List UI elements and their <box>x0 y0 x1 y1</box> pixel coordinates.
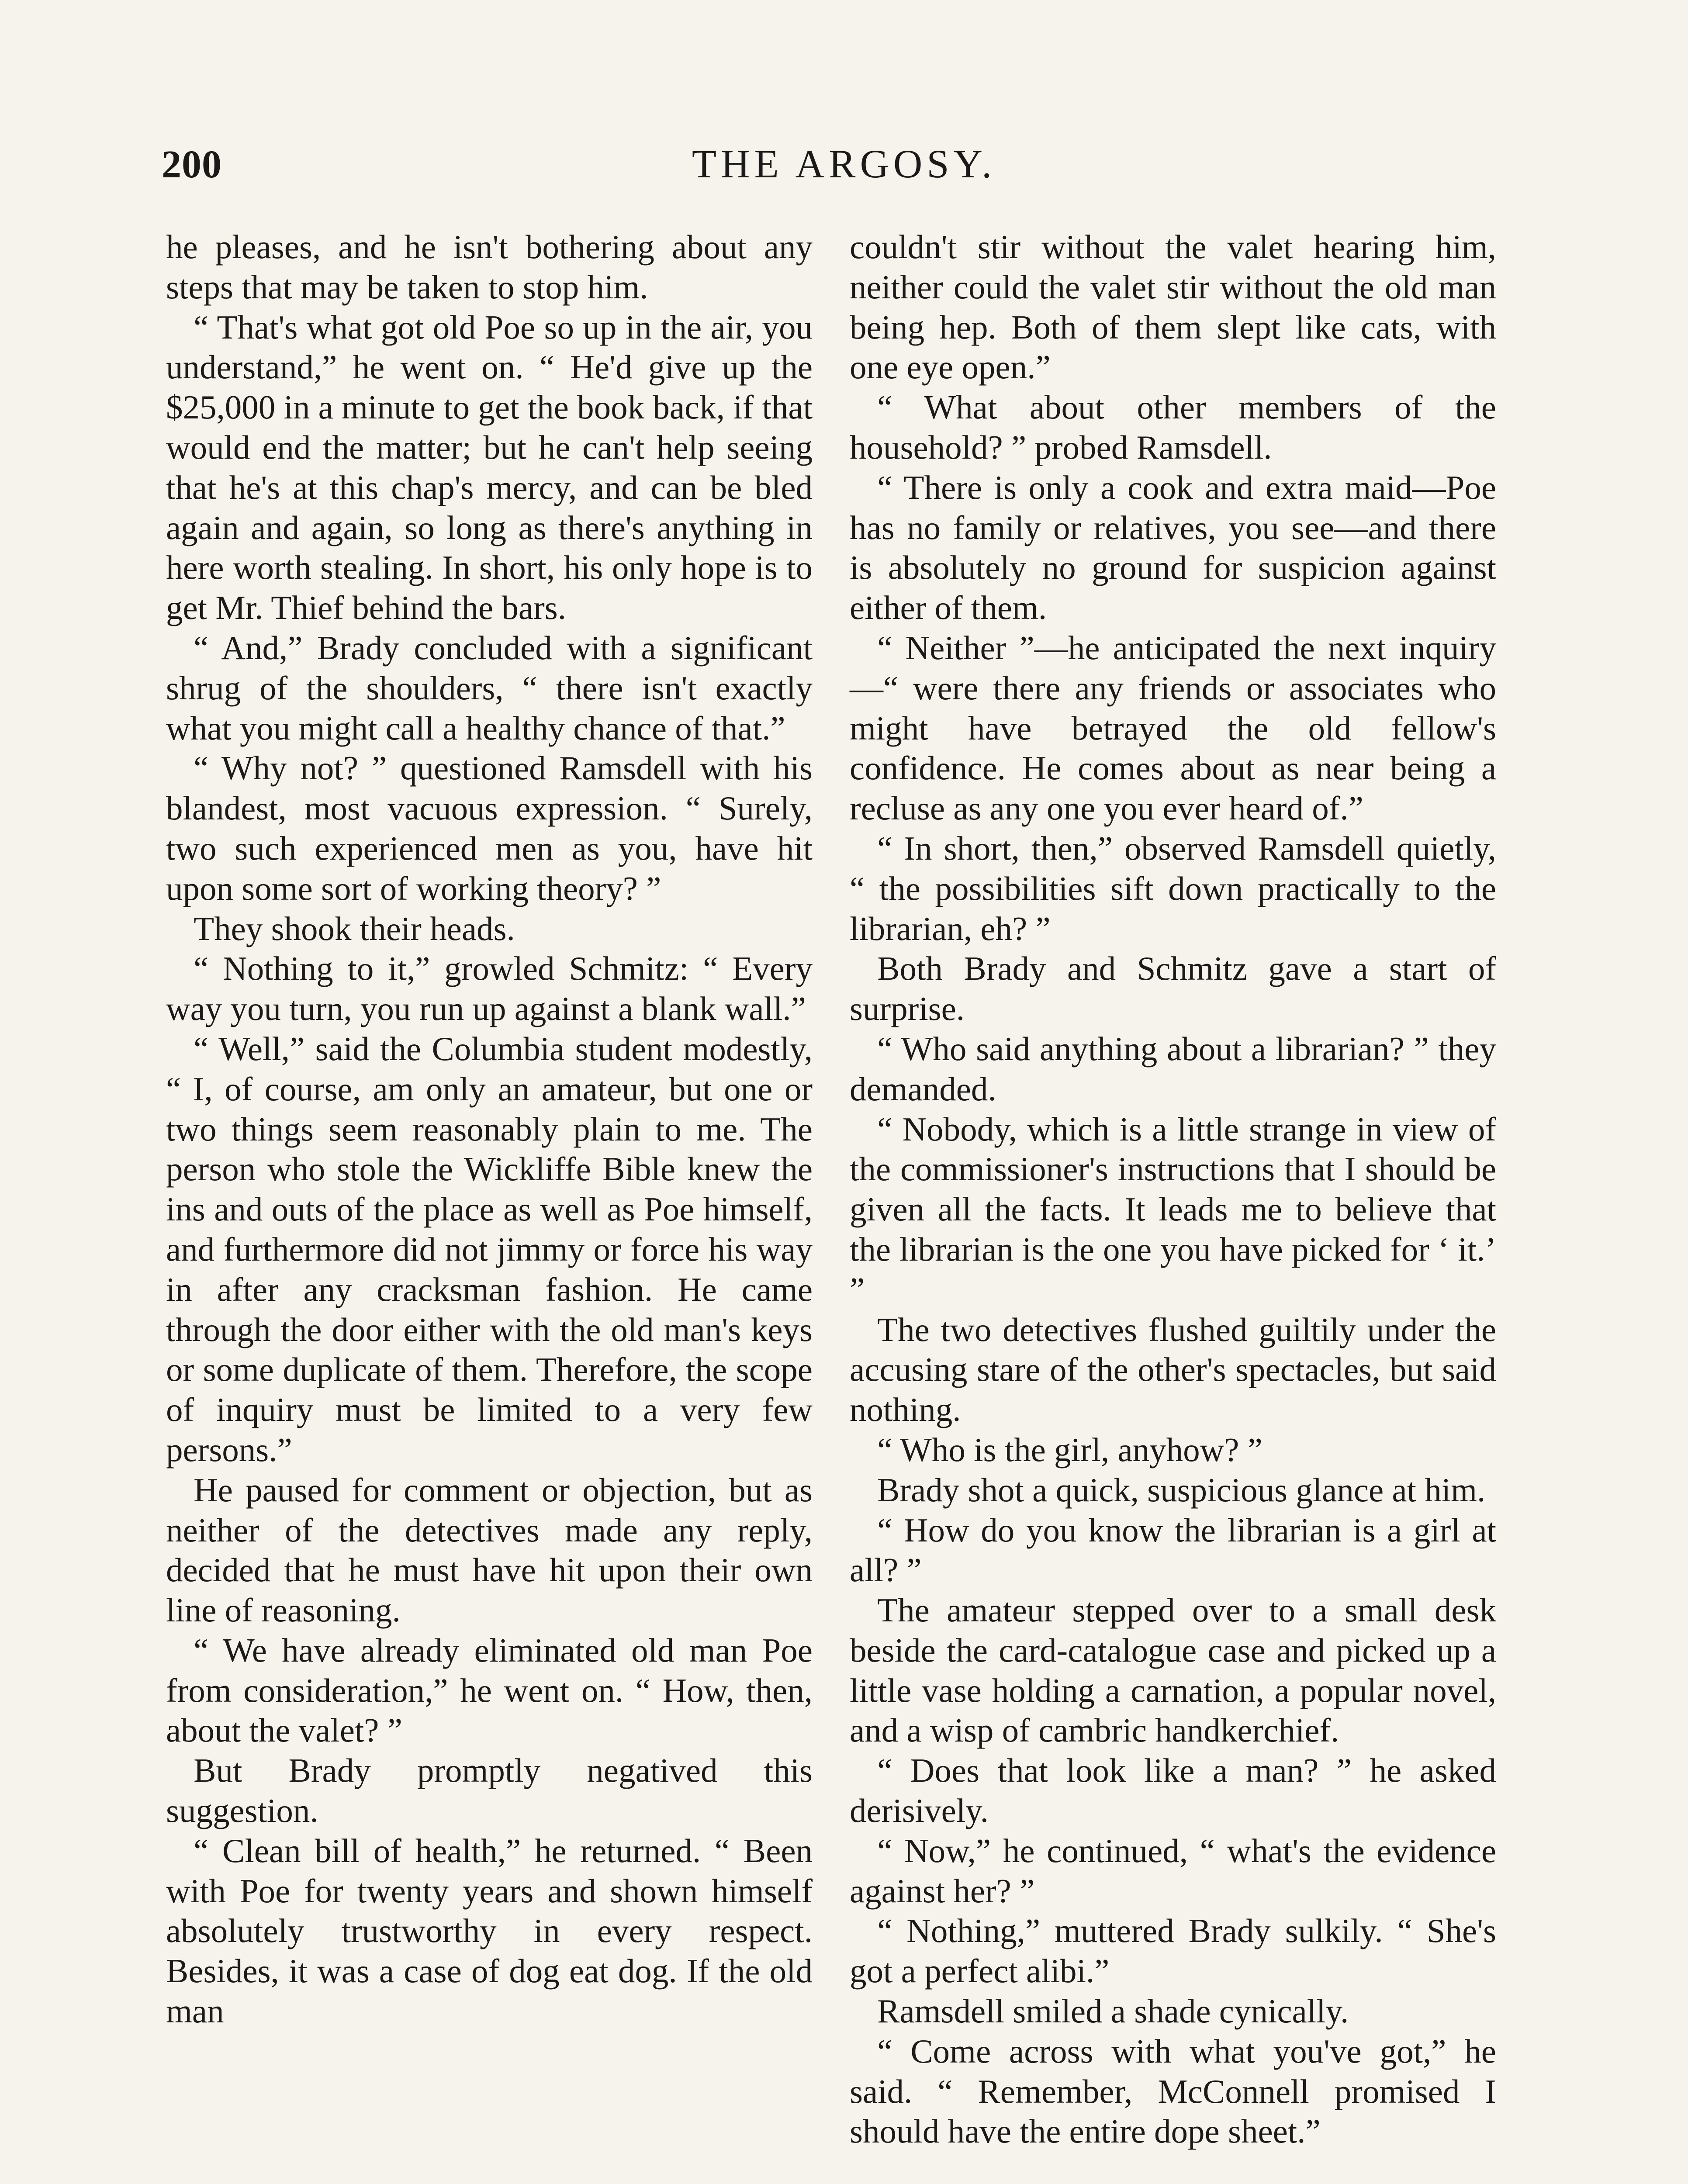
paragraph: But Brady promptly negatived this suggestion. <box>166 1752 813 1830</box>
paragraph: “ Who said anything about a librarian? ” they demanded. <box>850 1030 1496 1108</box>
paragraph: Both Brady and Schmitz gave a start of surprise. <box>850 950 1496 1028</box>
right-column <box>850 227 1496 2152</box>
paragraph: “ Now,” he continued, “ what's the evidence against her? ” <box>850 1832 1496 1910</box>
paragraph: “ Does that look like a man? ” he asked derisively. <box>850 1752 1496 1830</box>
paragraph: he pleases, and he isn't bothering about any steps that may be taken to stop him. <box>166 228 813 306</box>
paragraph: The two detectives flushed guiltily under the accusing stare of the other's spectacles, but said nothing. <box>850 1310 1496 1429</box>
paragraph: “ Why not? ” questioned Ramsdell with his blandest, most vacuous expression. “ Surely, two such experienced men as you, have hit upon some sort of working theory? ” <box>166 749 813 907</box>
paragraph: “ Come across with what you've got,” he said. “ Remember, McConnell promised I should have the entire dope sheet.” <box>850 2032 1496 2150</box>
paragraph: “ That's what got old Poe so up in the air, you understand,” he went on. “ He'd give up the $25,000 in a minute to get the book back, if that would end the matter; but he can't help seeing that he's at this chap's mercy, and can be bled again and again, so long as there's anything in here worth stealing. In short, his only hope is to get Mr. Thief behind the bars. <box>166 308 813 627</box>
paragraph: “ Nothing,” muttered Brady sulkily. “ She's got a perfect alibi.” <box>850 1912 1496 1990</box>
paragraph: “ In short, then,” observed Ramsdell quietly, “ the possibilities sift down practically to the librarian, eh? ” <box>850 829 1496 947</box>
left-column <box>166 227 813 2032</box>
paragraph: “ How do you know the librarian is a girl at all? ” <box>850 1511 1496 1589</box>
paragraph: “ Neither ”—he anticipated the next inquiry—“ were there any friends or associates who might have betrayed the old fellow's confidence. He comes about as near being a recluse as any one you ever heard of.” <box>850 629 1496 827</box>
paragraph: “ Nobody, which is a little strange in view of the commissioner's instructions that I should be given all the facts. It leads me to believe that the librarian is the one you have picked for ‘ it.’ ” <box>850 1110 1496 1308</box>
paragraph: “ Nothing to it,” growled Schmitz: “ Every way you turn, you run up against a blank wall.” <box>166 950 813 1028</box>
paragraph: He paused for comment or objection, but as neither of the detectives made any reply, decided that he must have hit upon their own line of reasoning. <box>166 1471 813 1629</box>
paragraph: “ And,” Brady concluded with a significant shrug of the shoulders, “ there isn't exactly what you might call a healthy chance of that.” <box>166 629 813 747</box>
paragraph: “ Well,” said the Columbia student modestly, “ I, of course, am only an amateur, but one or two things seem reasonably plain to me. The person who stole the Wickliffe Bible knew the ins and outs of the place as well as Poe himself, and furthermore did not jimmy or force his way in after any cracksman fashion. He came through the door either with the old man's keys or some duplicate of them. Therefore, the scope of inquiry must be limited to a very few persons.” <box>166 1030 813 1469</box>
paragraph: “ Who is the girl, anyhow? ” <box>877 1431 1263 1469</box>
paragraph: Brady shot a quick, suspicious glance at him. <box>877 1471 1486 1509</box>
paragraph: They shook their heads. <box>194 909 515 947</box>
paragraph: The amateur stepped over to a small desk beside the card-catalogue case and picked up a little vase holding a carnation, a popular novel, and a wisp of cambric handkerchief. <box>850 1591 1496 1749</box>
paragraph: “ We have already eliminated old man Poe from consideration,” he went on. “ How, then, about the valet? ” <box>166 1631 813 1749</box>
paragraph: “ There is only a cook and extra maid—Poe has no family or relatives, you see—and there is absolutely no ground for suspicion against either of them. <box>850 468 1496 627</box>
paragraph: couldn't stir without the valet hearing him, neither could the valet stir without the old man being hep. Both of them slept like cats, with one eye open.” <box>850 228 1496 386</box>
paragraph: “ What about other members of the household? ” probed Ramsdell. <box>850 388 1496 466</box>
paragraph: Ramsdell smiled a shade cynically. <box>877 1992 1349 2030</box>
running-head-title: THE ARGOSY. <box>692 142 996 186</box>
paragraph: “ Clean bill of health,” he returned. “ Been with Poe for twenty years and shown himself absolutely trustworthy in every respect. Besides, it was a case of dog eat dog. If the old man <box>166 1832 813 2030</box>
page-number: 200 <box>162 143 222 186</box>
